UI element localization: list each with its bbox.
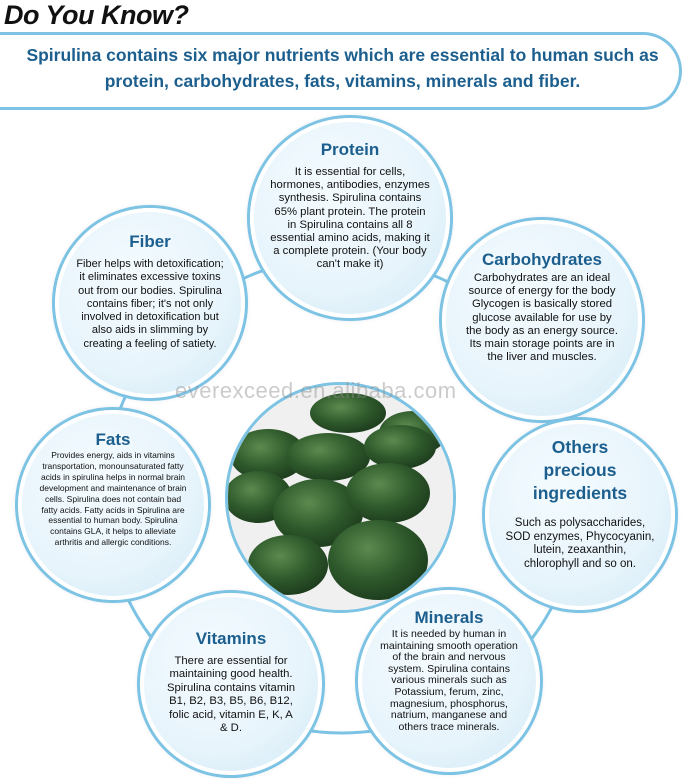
carbohydrates-text: Carbohydrates are an ideal source of energy for the body Glycogen is basically stored glucose available for use by the body as an energy source. Its main storage points are in the liver and muscles. <box>466 272 618 364</box>
fiber-title: Fiber <box>129 232 171 251</box>
others-text: Such as polysaccharides, SOD enzymes, Phycocyanin, lutein, zeaxanthin, chlorophyll and so on. <box>505 517 655 570</box>
others-title: Others precious ingredients <box>532 437 628 503</box>
spirulina-tablets-image <box>228 385 453 610</box>
protein-title: Protein <box>320 140 380 159</box>
minerals-text: It is needed by human in maintaining smooth operation of the brain and nervous system. Spirulina contains various minerals such as Potassium, ferum, zinc, magnesium, phosphorus, natrium, manganese and others trace minerals. <box>380 628 518 733</box>
fats-text: Provides energy, aids in vitamins transportation, monounsaturated fatty acids in spirulina helps in normal brain development and maintenance of brain cells. Spirulina does not contain bad fatty acids. Fatty acids in Spirulina are essential to human body. Spirulina contains GLA, it helps to alleviate arthritis and allergic conditions. <box>39 450 187 548</box>
vitamins-title: Vitamins <box>195 629 267 648</box>
fats-title: Fats <box>95 430 131 449</box>
intro-text: Spirulina contains six major nutrients which are essential to human such as protein, carbohydrates, fats, vitamins, minerals and fiber. <box>26 45 659 91</box>
protein-text: It is essential for cells, hormones, antibodies, enzymes synthesis. Spirulina contains 65% plant protein. The protein in Spirulina contains all 8 essential amino acids, making it a complete protein. (Your body can't make it) <box>270 166 430 271</box>
fats-circle <box>18 410 208 600</box>
page-title: Do You Know? <box>4 0 189 30</box>
protein-circle <box>250 118 450 318</box>
minerals-circle <box>358 590 540 772</box>
vitamins-circle <box>140 593 322 775</box>
fiber-text: Fiber helps with detoxification; it eliminates excessive toxins out from our bodies. Spirulina contains fiber; it's not only involved in detoxification but also aids in slimming by creating a feeling of satiety. <box>76 258 224 350</box>
tablets-illustration <box>228 385 453 610</box>
watermark: everexceed.en.alibaba.com <box>175 378 457 403</box>
fiber-circle <box>55 208 245 398</box>
vitamins-text: There are essential for maintaining good health. Spirulina contains vitamin B1, B2, B3, B5, B6, B12, folic acid, vitamin E, K, A & D. <box>166 655 296 735</box>
others-circle <box>485 420 675 610</box>
carbohydrates-title: Carbohydrates <box>482 250 602 269</box>
minerals-title: Minerals <box>414 608 484 627</box>
carbohydrates-circle <box>442 220 642 420</box>
